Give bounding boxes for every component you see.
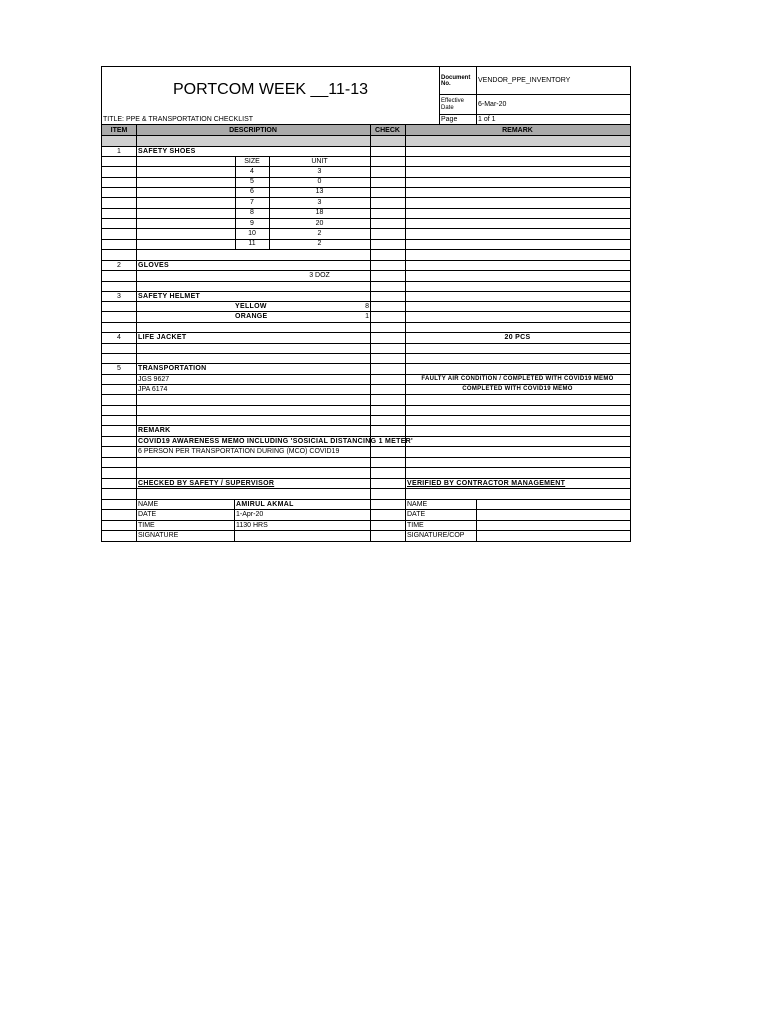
grid-hline xyxy=(101,228,631,229)
grid-hline xyxy=(101,156,631,157)
shoe-unit-cell: 2 xyxy=(317,230,322,238)
item-name-gloves: GLOVES xyxy=(138,261,169,269)
col-header-remark: REMARK xyxy=(405,125,630,135)
shoe-size-cell: 6 xyxy=(250,188,254,196)
remark-line-1: COVID19 AWARENESS MEMO INCLUDING 'SOSICIAL DISTANCING 1 METER' xyxy=(138,437,413,445)
grid-hline xyxy=(101,405,631,406)
shoe-size-cell: 5 xyxy=(250,178,254,186)
helmet-qty-yellow: 8 xyxy=(365,302,369,310)
grid-vline xyxy=(101,66,102,541)
page-value: 1 of 1 xyxy=(478,115,496,123)
grid-hline xyxy=(101,509,631,510)
item-no-3: 3 xyxy=(117,292,121,300)
grid-hline xyxy=(101,394,631,395)
checklist-title: TITLE: PPE & TRANSPORTATION CHECKLIST xyxy=(103,115,254,123)
grid-hline xyxy=(101,166,631,167)
shoe-size-cell: 10 xyxy=(248,230,256,238)
grid-vline xyxy=(476,499,477,541)
grid-hline xyxy=(101,425,631,426)
grid-hline xyxy=(101,197,631,198)
grid-vline xyxy=(136,124,137,541)
item-no-1: 1 xyxy=(117,147,121,155)
shoe-size-cell: 7 xyxy=(250,198,254,206)
shoe-size-cell: 4 xyxy=(250,167,254,175)
helmet-qty-orange: 1 xyxy=(365,313,369,320)
verify-name-label: NAME xyxy=(407,500,428,508)
grid-hline xyxy=(101,124,631,125)
grid-hline xyxy=(101,384,631,385)
grid-hline xyxy=(101,374,631,375)
grid-hline xyxy=(101,66,631,67)
shoe-unit-cell: 3 xyxy=(317,198,322,206)
vehicle-plate-2: JPA 6174 xyxy=(138,385,168,393)
shoe-size-cell: 9 xyxy=(250,219,254,227)
remark-line-2: 6 PERSON PER TRANSPORTATION DURING (MCO) COVID19 xyxy=(138,447,340,455)
col-header-check: CHECK xyxy=(370,125,405,135)
grid-hline xyxy=(101,478,631,479)
grid-hline xyxy=(101,218,631,219)
date-label: DATE xyxy=(138,511,157,518)
grid-vline xyxy=(370,124,371,541)
grid-vline xyxy=(269,156,270,249)
item-name-safety-shoes: SAFETY SHOES xyxy=(138,147,196,155)
grid-hline xyxy=(101,467,631,468)
grid-hline xyxy=(101,436,631,437)
shoe-unit-cell: 20 xyxy=(315,219,324,227)
grid-hline xyxy=(101,135,631,136)
shoe-size-cell: 11 xyxy=(248,240,256,248)
grid-hline xyxy=(101,249,631,250)
verified-by-heading: VERIFIED BY CONTRACTOR MANAGEMENT xyxy=(407,479,566,487)
checked-by-heading: CHECKED BY SAFETY / SUPERVISOR xyxy=(138,479,275,487)
grid-hline xyxy=(101,322,631,323)
grid-hline xyxy=(101,363,631,364)
item-name-safety-helmet: SAFETY HELMET xyxy=(138,292,201,300)
size-header: SIZE xyxy=(244,157,260,165)
grid-hline xyxy=(101,239,631,240)
signature-label: SIGNATURE xyxy=(138,531,179,539)
doc-no-value: VENDOR_PPE_INVENTORY xyxy=(478,76,571,84)
shoe-unit-cell: 2 xyxy=(317,240,322,248)
grid-vline xyxy=(235,156,236,249)
grid-hline xyxy=(101,332,631,333)
life-jacket-remark: 20 PCS xyxy=(504,334,531,341)
grid-hline xyxy=(439,94,631,95)
grid-hline xyxy=(101,208,631,209)
grid-hline xyxy=(101,457,631,458)
helmet-color-orange: ORANGE xyxy=(235,313,268,320)
vehicle-remark-2: COMPLETED WITH COVID19 MEMO xyxy=(462,386,573,392)
grid-hline xyxy=(101,311,631,312)
unit-header: UNIT xyxy=(311,157,328,165)
grid-hline xyxy=(101,415,631,416)
col-header-item: ITEM xyxy=(102,125,136,135)
verify-date-label: DATE xyxy=(407,511,426,518)
grid-hline xyxy=(101,520,631,521)
item-no-4: 4 xyxy=(117,334,121,341)
col-header-description: DESCRIPTION xyxy=(136,125,370,135)
shoe-unit-cell: 13 xyxy=(315,188,324,196)
grid-hline xyxy=(101,499,631,500)
grid-hline xyxy=(101,281,631,282)
remark-label: REMARK xyxy=(138,427,171,434)
grid-hline xyxy=(101,353,631,354)
vehicle-remark-1: FAULTY AIR CONDITION / COMPLETED WITH COVID19 MEMO xyxy=(421,376,614,382)
header-spacer-row xyxy=(102,135,630,146)
item-name-transportation: TRANSPORTATION xyxy=(138,365,207,372)
grid-hline xyxy=(101,260,631,261)
gloves-qty: 3 DOZ xyxy=(309,272,330,279)
shoe-size-cell: 8 xyxy=(250,209,254,217)
grid-hline xyxy=(101,541,631,542)
grid-hline xyxy=(439,114,631,115)
shoe-unit-cell: 0 xyxy=(317,178,322,186)
grid-vline xyxy=(405,124,406,541)
shoe-unit-cell: 18 xyxy=(315,209,324,217)
grid-hline xyxy=(101,343,631,344)
grid-vline xyxy=(476,66,477,124)
grid-hline xyxy=(101,187,631,188)
grid-vline xyxy=(630,66,631,541)
item-no-5: 5 xyxy=(117,365,121,372)
verify-time-label: TIME xyxy=(407,521,424,529)
grid-hline xyxy=(101,488,631,489)
grid-vline xyxy=(234,499,235,541)
helmet-color-yellow: YELLOW xyxy=(235,302,267,310)
page-title: PORTCOM WEEK __11-13 xyxy=(172,81,369,98)
grid-hline xyxy=(101,291,631,292)
name-label: NAME xyxy=(138,500,159,508)
grid-hline xyxy=(101,177,631,178)
time-value: 1130 HRS xyxy=(236,521,268,529)
grid-hline xyxy=(101,146,631,147)
shoe-unit-cell: 3 xyxy=(317,167,322,175)
item-name-life-jacket: LIFE JACKET xyxy=(138,334,187,341)
name-value: AMIRUL AKMAL xyxy=(236,500,294,508)
grid-vline xyxy=(439,66,440,124)
grid-hline xyxy=(101,301,631,302)
verify-signature-label: SIGNATURE/COP xyxy=(407,531,465,539)
vehicle-plate-1: JGS 9627 xyxy=(138,375,170,383)
date-value: 1-Apr-20 xyxy=(236,511,264,518)
item-no-2: 2 xyxy=(117,261,121,269)
grid-hline xyxy=(101,446,631,447)
time-label: TIME xyxy=(138,521,155,529)
page-label: Page xyxy=(441,115,458,123)
grid-hline xyxy=(101,530,631,531)
effective-date-value: 6-Mar-20 xyxy=(478,100,507,108)
grid-hline xyxy=(101,270,631,271)
doc-no-label: Document No. xyxy=(441,74,471,87)
effective-date-label: Effective Date xyxy=(441,98,464,111)
